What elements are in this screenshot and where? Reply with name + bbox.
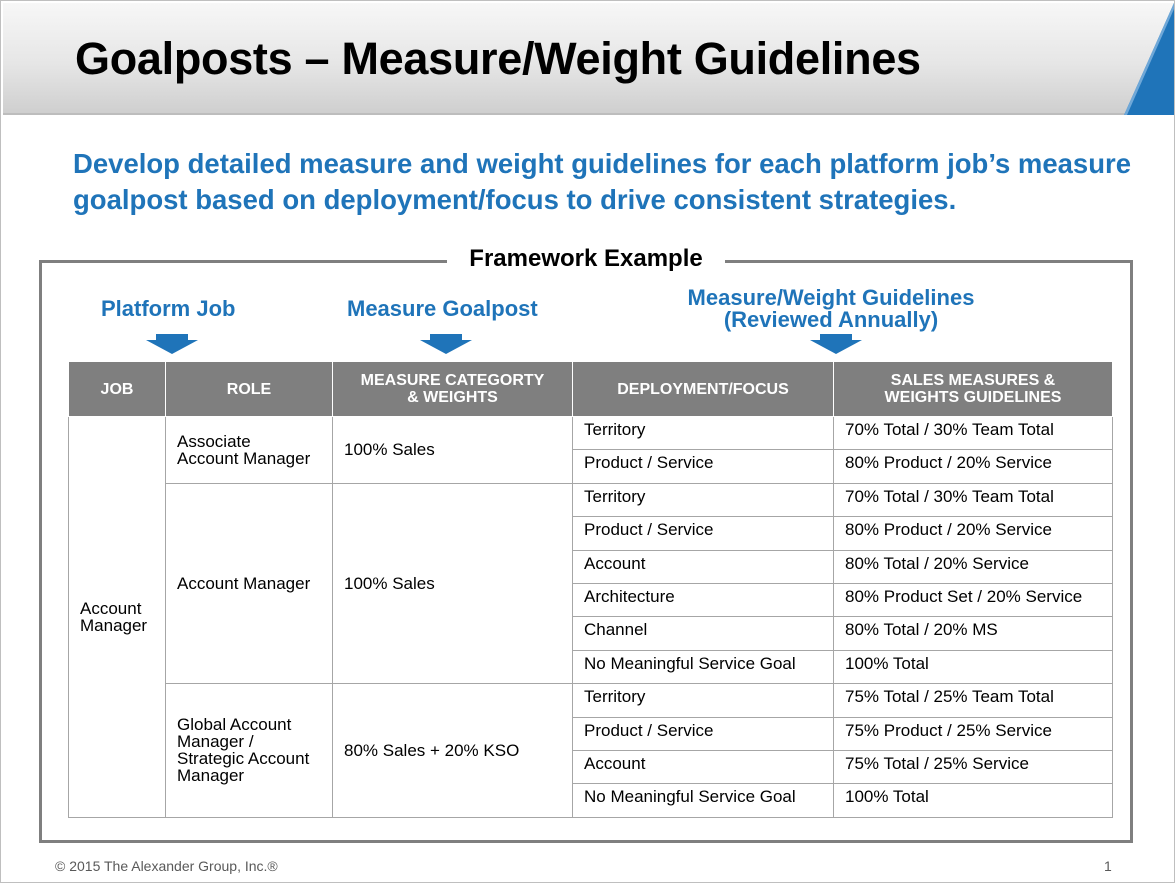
callout-guidelines-line2: (Reviewed Annually) <box>723 307 939 332</box>
guideline-cell: 80% Product / 20% Service <box>834 517 1113 550</box>
header-job: JOB <box>69 362 166 417</box>
role-cell <box>166 684 333 818</box>
guideline-cell: 75% Product / 25% Service <box>834 717 1113 750</box>
guideline-cell: 80% Total / 20% MS <box>834 617 1113 650</box>
deployment-cell: Account <box>573 750 834 783</box>
guideline-cell: 75% Total / 25% Service <box>834 750 1113 783</box>
measure-cell: 100% Sales <box>333 483 573 683</box>
role-line: Associate <box>177 431 251 451</box>
deployment-cell: No Meaningful Service Goal <box>573 784 834 817</box>
guideline-cell: 80% Product Set / 20% Service <box>834 583 1113 616</box>
table-row <box>69 684 1113 717</box>
role-cell <box>166 417 333 484</box>
footer-copyright: © 2015 The Alexander Group, Inc.® <box>55 858 278 874</box>
header-sales-line1: SALES MEASURES & <box>890 372 1056 389</box>
role-cell <box>166 483 333 683</box>
guideline-cell: 100% Total <box>834 650 1113 683</box>
header-sales-measures <box>834 362 1113 417</box>
job-line: Manager <box>80 615 148 635</box>
table-row <box>69 417 1113 450</box>
deployment-cell: Channel <box>573 617 834 650</box>
down-arrow-icon <box>146 334 198 354</box>
deployment-cell: Product / Service <box>573 717 834 750</box>
page-number: 1 <box>1104 858 1112 874</box>
callout-guidelines-line1: Measure/Weight Guidelines <box>687 285 975 310</box>
down-arrow-icon <box>420 334 472 354</box>
deployment-cell: No Meaningful Service Goal <box>573 650 834 683</box>
header-measure-category <box>333 362 573 417</box>
header-deployment-focus: DEPLOYMENT/FOCUS <box>573 362 834 417</box>
page-title: Goalposts – Measure/Weight Guidelines <box>75 33 921 84</box>
guideline-cell: 80% Total / 20% Service <box>834 550 1113 583</box>
role-line: Account Manager <box>177 448 311 468</box>
job-line: Account <box>80 598 142 618</box>
guidelines-table <box>68 361 1113 818</box>
header-measure-line2: & WEIGHTS <box>407 389 498 406</box>
deployment-cell: Territory <box>573 417 834 450</box>
guideline-cell: 70% Total / 30% Team Total <box>834 417 1113 450</box>
role-line: Global Account <box>177 715 292 735</box>
corner-accent-shape <box>1124 3 1174 115</box>
role-line: Manager <box>177 766 245 786</box>
header-role: ROLE <box>166 362 333 417</box>
deployment-cell: Territory <box>573 483 834 516</box>
down-arrow-icon <box>810 334 862 354</box>
deployment-cell: Product / Service <box>573 450 834 483</box>
deployment-cell: Architecture <box>573 583 834 616</box>
header-sales-line2: WEIGHTS GUIDELINES <box>884 389 1062 406</box>
callout-platform-job: Platform Job <box>101 296 236 321</box>
header-measure-line1: MEASURE CATEGORTY <box>360 372 545 389</box>
guideline-cell: 70% Total / 30% Team Total <box>834 483 1113 516</box>
deployment-cell: Product / Service <box>573 517 834 550</box>
table-row <box>69 483 1113 516</box>
measure-cell: 100% Sales <box>333 417 573 484</box>
measure-cell: 80% Sales + 20% KSO <box>333 684 573 818</box>
role-line: Manager / <box>177 732 254 752</box>
deployment-cell: Territory <box>573 684 834 717</box>
job-cell <box>69 417 166 818</box>
title-bar <box>3 3 1174 115</box>
role-line: Strategic Account <box>177 749 310 769</box>
guideline-cell: 100% Total <box>834 784 1113 817</box>
framework-caption: Framework Example <box>447 245 725 273</box>
deployment-cell: Account <box>573 550 834 583</box>
callout-measure-goalpost: Measure Goalpost <box>347 296 538 321</box>
slide-subtitle: Develop detailed measure and weight guidelines for each platform job’s measure goalpost based on deployment/focus to drive consistent strategies. <box>73 148 1132 215</box>
role-line: Account Manager <box>177 573 311 593</box>
guideline-cell: 80% Product / 20% Service <box>834 450 1113 483</box>
callout-guidelines <box>677 287 985 331</box>
guideline-cell: 75% Total / 25% Team Total <box>834 684 1113 717</box>
table-header-row <box>69 362 1113 417</box>
